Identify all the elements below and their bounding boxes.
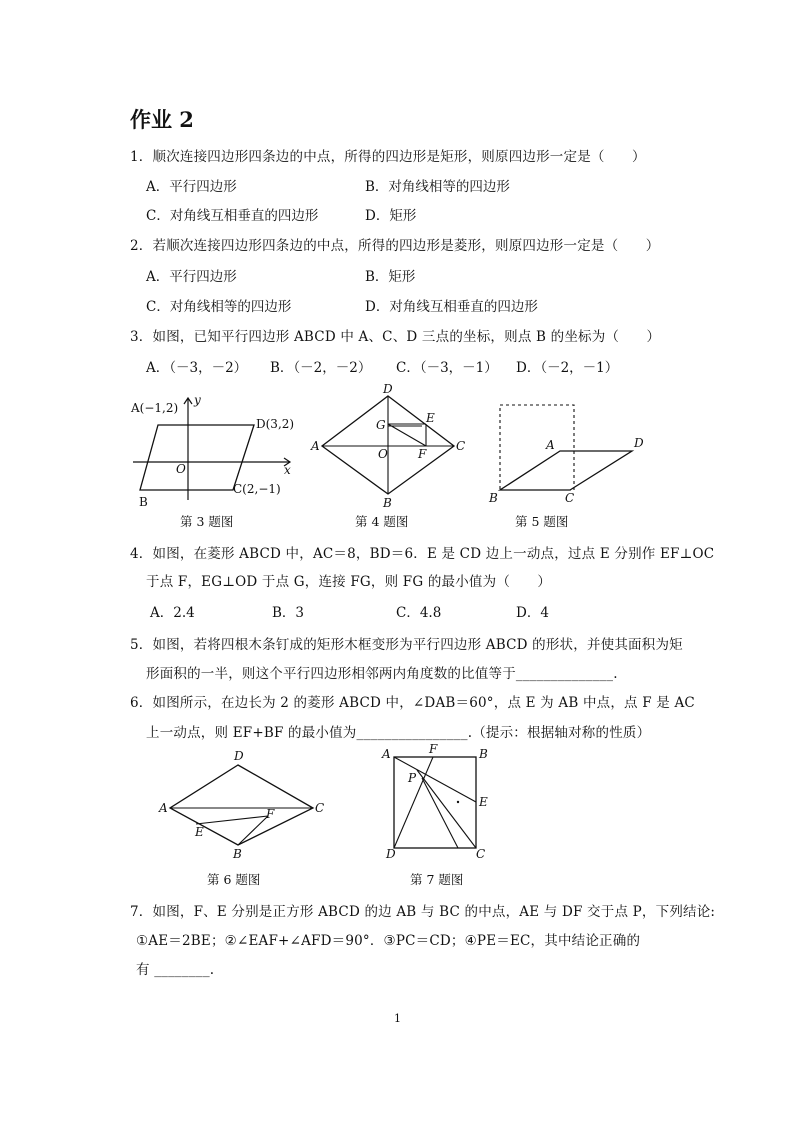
question-4-option-d: D．4 [516, 605, 549, 621]
figure-5-dashed-rectangle [500, 405, 574, 490]
figure-5-label-d: D [634, 436, 644, 450]
question-4-option-c: C．4.8 [396, 605, 442, 621]
question-4-option-a: A．2.4 [150, 605, 195, 621]
figure-3-label-a: A(−1,2) [131, 401, 179, 415]
question-1-option-b: B．对角线相等的四边形 [365, 179, 510, 195]
figure-4-label-b: B [383, 496, 392, 510]
question-2-option-b: B．矩形 [365, 269, 416, 285]
figure-3-label-o: O [176, 462, 186, 476]
question-1-option-a: A．平行四边形 [146, 179, 237, 195]
figure-7-label-e: E [479, 795, 488, 809]
figure-6-label-c: C [315, 801, 325, 815]
figure-4-label-g: G [376, 418, 386, 432]
question-6-line-2: 上一动点，则 EF+BF 的最小值为________________.（提示：根据轴对称的性质） [146, 725, 651, 741]
question-7-line-3: 有 ________. [136, 962, 215, 978]
question-5-line-1: 5．如图，若将四根木条钉成的矩形木框变形为平行四边形 ABCD 的形状，并使其面积为矩 [130, 637, 683, 653]
figure-3-label-c: C(2,−1) [233, 482, 281, 496]
figure-3-parallelogram [140, 425, 254, 490]
question-4-line-2: 于点 F，EG⊥OD 于点 G，连接 FG，则 FG 的最小值为（ ） [146, 574, 552, 590]
figure-5-label-c: C [565, 491, 575, 505]
page-number: 1 [394, 1012, 401, 1025]
figure-6-label-a: A [159, 801, 168, 815]
question-7-line-1: 7．如图，F、E 分别是正方形 ABCD 的边 AB 与 BC 的中点，AE 与 DF 交于点 P，下列结论: [130, 904, 716, 920]
figure-5-caption: 第 5 题图 [515, 514, 569, 529]
figure-3-caption: 第 3 题图 [180, 514, 234, 529]
figure-3-label-d: D(3,2) [256, 417, 295, 431]
question-2-option-c: C．对角线相等的四边形 [146, 299, 292, 315]
figure-3-label-b: B [139, 495, 148, 509]
figure-4-label-d: D [383, 382, 393, 396]
figure-7-construction-lines [394, 757, 476, 848]
question-6-line-1: 6．如图所示，在边长为 2 的菱形 ABCD 中，∠DAB＝60°，点 E 为 AB 中点，点 F 是 AC [130, 695, 695, 711]
question-2-option-d: D．对角线互相垂直的四边形 [365, 299, 538, 315]
figure-4-label-e: E [426, 411, 435, 425]
figure-7-label-p: P [408, 771, 417, 785]
figure-7-label-d: D [386, 847, 396, 861]
figure-5-label-a: A [546, 438, 555, 452]
question-7-line-2: ①AE＝2BE；②∠EAF+∠AFD＝90°．③PC＝CD；④PE＝EC，其中结论正确的 [136, 933, 641, 949]
question-3-stem: 3．如图，已知平行四边形 ABCD 中 A、C、D 三点的坐标，则点 B 的坐标为（ ） [130, 329, 661, 345]
figure-7-dot [457, 801, 459, 803]
question-2-stem: 2．若顺次连接四边形四条边的中点，所得的四边形是菱形，则原四边形一定是（ ） [130, 238, 660, 254]
figure-4-label-a: A [311, 439, 320, 453]
figure-4-label-f: F [418, 447, 427, 461]
question-4-line-1: 4．如图，在菱形 ABCD 中，AC＝8，BD＝6．E 是 CD 边上一动点，过点 E 分别作 EF⊥OC [130, 546, 715, 562]
question-1-option-c: C．对角线互相垂直的四边形 [146, 208, 319, 224]
figure-7-label-a: A [382, 747, 391, 761]
figure-6-label-b: B [233, 847, 242, 861]
question-1-option-d: D．矩形 [365, 208, 417, 224]
figure-6-rhombus [170, 765, 313, 845]
figure-6-label-e: E [195, 825, 204, 839]
figure-5-parallelogram [500, 451, 632, 490]
figure-6-label-d: D [234, 749, 244, 763]
figure-7-caption: 第 7 题图 [410, 872, 464, 887]
question-3-option-a: A．（－3，－2） [146, 360, 248, 376]
page-title: 作业 2 [130, 107, 194, 132]
figure-6-label-f: F [266, 807, 275, 821]
question-4-option-b: B．3 [272, 605, 305, 621]
figure-3-label-x: x [284, 463, 291, 477]
figure-3-label-y: y [194, 393, 201, 407]
figure-4-label-c: C [456, 439, 466, 453]
question-1-stem: 1．顺次连接四边形四条边的中点，所得的四边形是矩形，则原四边形一定是（ ） [130, 149, 646, 165]
figure-7-label-f: F [429, 742, 438, 756]
question-3-option-b: B．（－2，－2） [270, 360, 372, 376]
question-5-line-2: 形面积的一半，则这个平行四边形相邻两内角度数的比值等于______________. [146, 666, 618, 682]
figure-6-construction-lines [170, 808, 313, 845]
question-3-option-c: C．（－3，－1） [396, 360, 498, 376]
figure-4-caption: 第 4 题图 [355, 514, 409, 529]
question-3-option-d: D．（－2，－1） [516, 360, 619, 376]
figure-7-label-b: B [479, 747, 488, 761]
question-2-option-a: A．平行四边形 [146, 269, 237, 285]
figure-4-label-o: O [378, 447, 388, 461]
figure-6-caption: 第 6 题图 [207, 872, 261, 887]
figure-7-label-c: C [476, 847, 486, 861]
figure-5-label-b: B [489, 491, 498, 505]
